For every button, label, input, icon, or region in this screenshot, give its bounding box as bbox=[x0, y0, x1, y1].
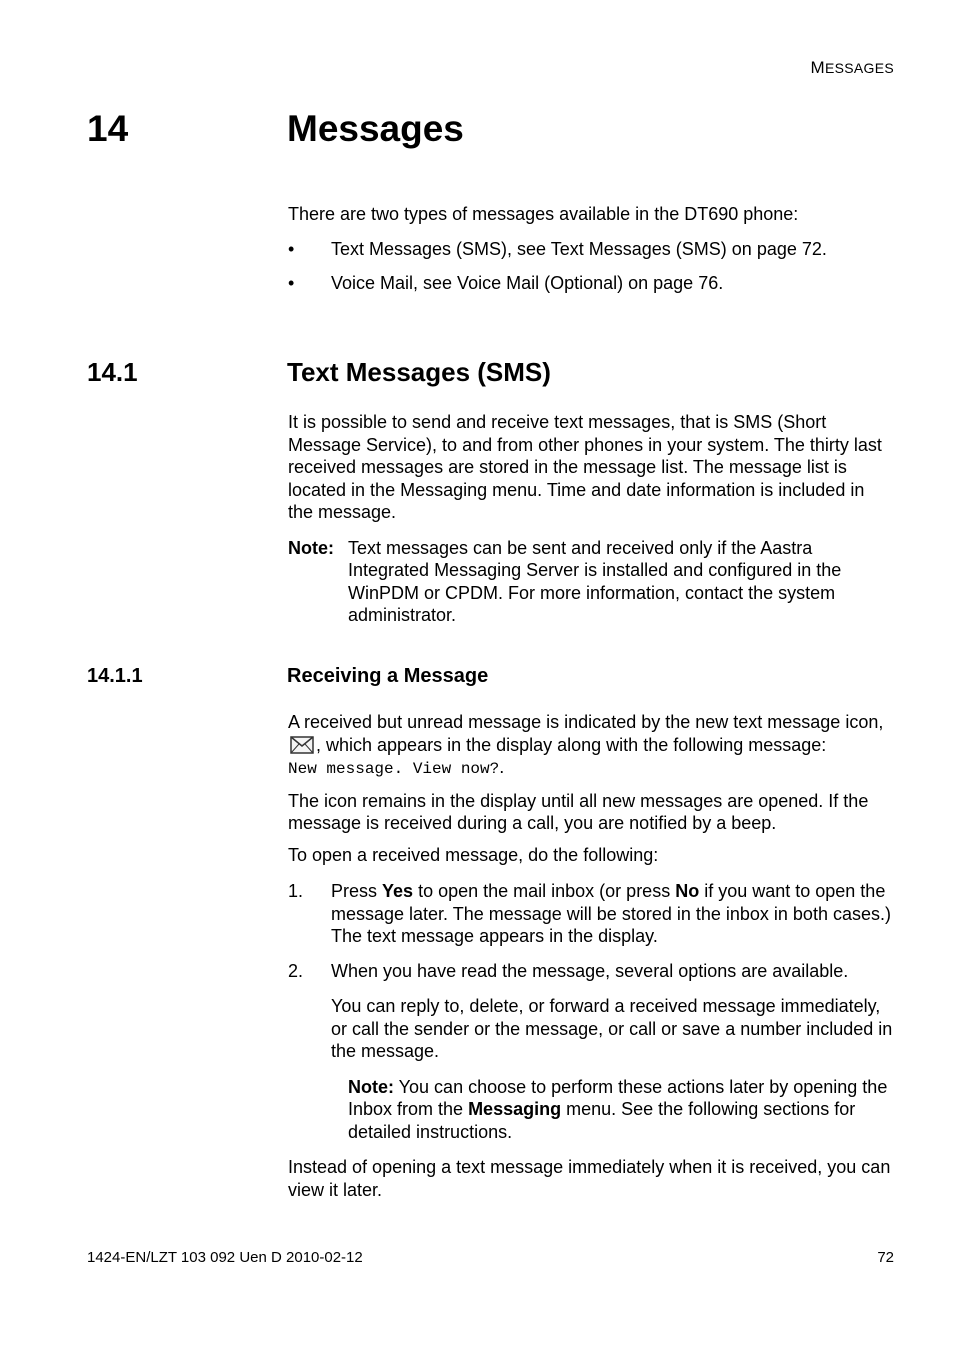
paragraph: A received but unread message is indicated by the new text message icon, , which appears in the display along with the following message: New message. View now?. bbox=[288, 712, 884, 778]
subsection-title: Receiving a Message bbox=[287, 665, 489, 687]
note-label: Note: bbox=[288, 537, 334, 558]
section-title: Text Messages (SMS) bbox=[287, 357, 551, 387]
note: Note: You can choose to perform these actions later by opening the Inbox from the Messaging menu. See the following sections for detailed instructions. bbox=[348, 1076, 888, 1142]
paragraph: It is possible to send and receive text messages, that is SMS (Short Message Service), to and from other phones in your system. The thirty last received messages are stored in the message list. The message list is located in the Messaging menu. Time and date information is included in the message. bbox=[288, 412, 882, 522]
section-14-1-body bbox=[288, 411, 894, 627]
section-14-1-1-body bbox=[288, 711, 894, 1210]
paragraph: The icon remains in the display until all new messages are opened. If the message is received during a call, you are notified by a beep. bbox=[288, 790, 869, 833]
mail-envelope-icon bbox=[290, 735, 314, 755]
list-item: 2. When you have read the message, several options are available. bbox=[288, 960, 849, 981]
display-message: New message. View now? bbox=[288, 760, 500, 778]
chapter-number: 14 bbox=[87, 108, 129, 149]
paragraph: To open a received message, do the following: bbox=[288, 844, 659, 865]
list-item: • Voice Mail, see Voice Mail (Optional) on page 76. bbox=[288, 273, 724, 293]
footer-doc-id: 1424-EN/LZT 103 092 Uen D 2010-02-12 bbox=[87, 1249, 363, 1266]
note bbox=[288, 537, 894, 627]
chapter-title: Messages bbox=[287, 108, 464, 149]
list-item: • Text Messages (SMS), see Text Messages (SMS) on page 72. bbox=[288, 238, 827, 259]
note-label: Note: bbox=[348, 1076, 394, 1097]
section-number: 14.1 bbox=[87, 357, 138, 387]
step-detail: You can reply to, delete, or forward a received message immediately, or call the sender or the message, or call or save a number included in the message. bbox=[331, 996, 893, 1061]
running-header: MESSAGES bbox=[810, 58, 894, 77]
subsection-number: 14.1.1 bbox=[87, 665, 143, 687]
intro-block bbox=[288, 203, 894, 307]
intro-text: There are two types of messages available in the DT690 phone: bbox=[288, 204, 799, 224]
page-number: 72 bbox=[877, 1249, 894, 1266]
list-item: 1. Press Yes to open the mail inbox (or press No if you want to open the message later. The message will be stored in the inbox in both cases.) The text message appears in the display. bbox=[288, 881, 891, 946]
note-text: Text messages can be sent and received only if the Aastra Integrated Messaging Server is installed and configured in the WinPDM or CPDM. For more information, contact the system administrator. bbox=[348, 537, 842, 625]
paragraph: Instead of opening a text message immediately when it is received, you can view it later. bbox=[288, 1157, 891, 1200]
